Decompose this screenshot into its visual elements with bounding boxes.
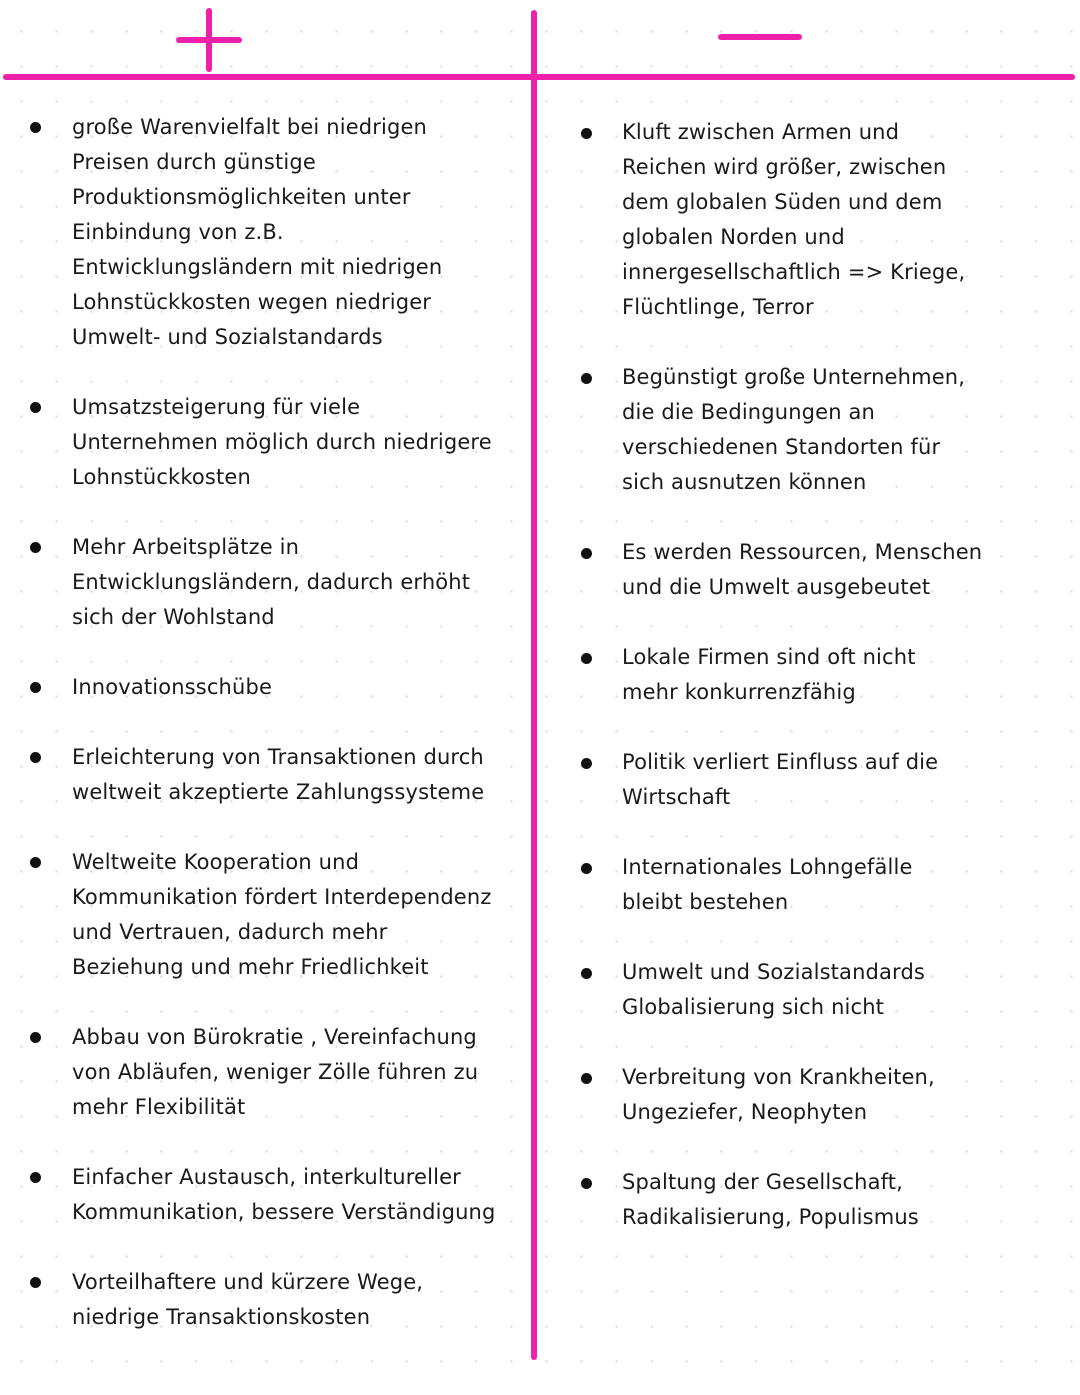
bullet-icon: [30, 682, 41, 693]
con-item-text: Spaltung der Gesellschaft, Radikalisierung, Populismus: [622, 1170, 919, 1229]
bullet-icon: [30, 122, 41, 133]
con-list: [540, 115, 1080, 1270]
bullet-icon: [30, 857, 41, 868]
con-item-text: Begünstigt große Unternehmen, die die Bedingungen an verschiedenen Standorten für sich ausnutzen können: [622, 365, 966, 494]
pro-item-text: Innovationsschübe: [72, 675, 273, 699]
bullet-icon: [581, 373, 592, 384]
bullet-icon: [581, 653, 592, 664]
bullet-icon: [581, 1073, 592, 1084]
bullet-icon: [30, 1277, 41, 1288]
con-item-text: Verbreitung von Krankheiten, Ungeziefer, Neophyten: [622, 1065, 935, 1124]
con-item: [540, 535, 1080, 605]
bullet-icon: [581, 968, 592, 979]
pro-item-text: Weltweite Kooperation und Kommunikation fördert Interdependenz und Vertrauen, dadurch mehr Beziehung und mehr Friedlichkeit: [72, 850, 492, 979]
con-item: [540, 850, 1080, 920]
pro-item-text: Vorteilhaftere und kürzere Wege, niedrige Transaktionskosten: [72, 1270, 424, 1329]
bullet-icon: [581, 1178, 592, 1189]
bullet-icon: [30, 1032, 41, 1043]
con-item: [540, 640, 1080, 710]
con-item: [540, 1165, 1080, 1235]
pro-item-text: Mehr Arbeitsplätze in Entwicklungsländern, dadurch erhöht sich der Wohlstand: [72, 535, 471, 629]
pro-list: [0, 110, 528, 1370]
pro-item-text: Abbau von Bürokratie , Vereinfachung von Abläufen, weniger Zölle führen zu mehr Flexibilität: [72, 1025, 479, 1119]
con-item-text: Umwelt und Sozialstandards Globalisierung sich nicht: [622, 960, 926, 1019]
con-item-text: Es werden Ressourcen, Menschen und die Umwelt ausgebeutet: [622, 540, 983, 599]
con-item: [540, 115, 1080, 325]
con-item: [540, 745, 1080, 815]
pro-item: [0, 845, 528, 985]
con-item-text: Politik verliert Einfluss auf die Wirtschaft: [622, 750, 939, 809]
pro-item: [0, 740, 528, 810]
pro-item: [0, 1160, 528, 1230]
bullet-icon: [581, 758, 592, 769]
pro-item-text: Umsatzsteigerung für viele Unternehmen möglich durch niedrigere Lohnstückkosten: [72, 395, 492, 489]
column-divider-line: [531, 10, 537, 1360]
pro-item: [0, 530, 528, 635]
pro-item-text: Erleichterung von Transaktionen durch weltweit akzeptierte Zahlungssysteme: [72, 745, 485, 804]
pro-item: [0, 1020, 528, 1125]
con-item-text: Kluft zwischen Armen und Reichen wird größer, zwischen dem globalen Süden und dem globalen Norden und innergesellschaftlich => Kriege, Flüchtlinge, Terror: [622, 120, 966, 319]
bullet-icon: [30, 752, 41, 763]
con-item-text: Lokale Firmen sind oft nicht mehr konkurrenzfähig: [622, 645, 916, 704]
pro-item-text: große Warenvielfalt bei niedrigen Preisen durch günstige Produktionsmöglichkeiten unter Einbindung von z.B. Entwicklungsländern mit niedrigen Lohnstückkosten wegen niedriger Umwelt- und Sozialstandards: [72, 115, 443, 349]
bullet-icon: [581, 548, 592, 559]
pro-item: [0, 1265, 528, 1335]
pro-item: [0, 390, 528, 495]
bullet-icon: [30, 542, 41, 553]
con-item: [540, 1060, 1080, 1130]
pro-item: [0, 670, 528, 705]
bullet-icon: [30, 402, 41, 413]
bullet-icon: [581, 128, 592, 139]
con-column-heading-minus-icon: [718, 34, 802, 40]
con-item: [540, 360, 1080, 500]
pro-item-text: Einfacher Austausch, interkultureller Kommunikation, bessere Verständigung: [72, 1165, 496, 1224]
header-divider-line: [3, 74, 1075, 80]
con-item-text: Internationales Lohngefälle bleibt bestehen: [622, 855, 913, 914]
con-item: [540, 955, 1080, 1025]
bullet-icon: [581, 863, 592, 874]
pro-column-heading-plus-icon: [176, 8, 242, 74]
bullet-icon: [30, 1172, 41, 1183]
pro-item: [0, 110, 528, 355]
